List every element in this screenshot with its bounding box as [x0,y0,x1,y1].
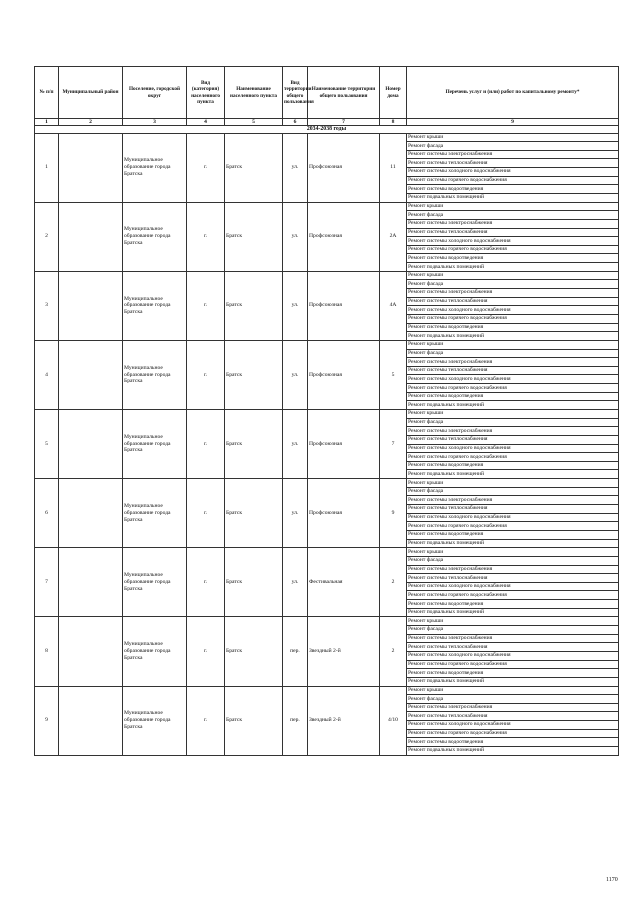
service-item: Ремонт подвальных помещений [407,193,619,202]
service-item: Ремонт системы теплоснабжения [407,643,619,652]
cell-street-kind: ул. [283,548,308,617]
cell-kind: г. [187,548,225,617]
cell-locality: Братск [225,340,283,409]
cell-street: Звездный 2-й [308,617,380,686]
cell-house: 2 [380,548,407,617]
repair-plan-table [34,66,619,756]
header-cell: Перечень услуг и (или) работ по капитальному ремонту* [407,67,619,119]
cell-street-kind: ул. [283,202,308,271]
cell-kind: г. [187,202,225,271]
service-item: Ремонт системы горячего водоснабжения [407,245,619,254]
cell-district [59,271,123,340]
cell-settlement: Муниципальное образование города Братска [123,686,187,755]
table-row [35,686,619,695]
cell-locality: Братск [225,202,283,271]
service-item: Ремонт системы горячего водоснабжения [407,176,619,185]
cell-no: 7 [35,548,59,617]
service-item: Ремонт системы теплоснабжения [407,574,619,583]
cell-district [59,548,123,617]
service-item: Ремонт подвальных помещений [407,263,619,272]
cell-settlement: Муниципальное образование города Братска [123,133,187,202]
service-item: Ремонт системы водоотведения [407,669,619,678]
cell-no: 4 [35,340,59,409]
cell-district [59,202,123,271]
service-item: Ремонт системы холодного водоснабжения [407,513,619,522]
cell-no: 3 [35,271,59,340]
period-row [35,126,619,134]
cell-street: Профсоюзная [308,340,380,409]
service-item: Ремонт системы водоотведения [407,530,619,539]
document-page [34,66,618,756]
service-item: Ремонт подвальных помещений [407,608,619,617]
cell-locality: Братск [225,271,283,340]
header-cell: Вид территории общего пользования [283,67,308,119]
service-item: Ремонт крыши [407,479,619,488]
column-number: 3 [123,119,187,126]
service-item: Ремонт крыши [407,271,619,280]
column-number: 8 [380,119,407,126]
cell-no: 8 [35,617,59,686]
cell-locality: Братск [225,617,283,686]
service-item: Ремонт крыши [407,340,619,349]
header-cell: № п/п [35,67,59,119]
service-item: Ремонт фасада [407,280,619,289]
cell-kind: г. [187,410,225,479]
cell-street-kind: пер. [283,686,308,755]
service-item: Ремонт системы электроснабжения [407,219,619,228]
service-item: Ремонт крыши [407,548,619,557]
service-item: Ремонт системы электроснабжения [407,634,619,643]
service-item: Ремонт крыши [407,617,619,626]
service-item: Ремонт системы горячего водоснабжения [407,660,619,669]
service-item: Ремонт системы водоотведения [407,392,619,401]
service-item: Ремонт подвальных помещений [407,470,619,479]
cell-no: 5 [35,410,59,479]
cell-district [59,479,123,548]
service-item: Ремонт системы электроснабжения [407,703,619,712]
cell-house: 2 [380,617,407,686]
service-item: Ремонт крыши [407,133,619,142]
header-cell: Номер дома [380,67,407,119]
service-item: Ремонт системы электроснабжения [407,358,619,367]
service-item: Ремонт фасада [407,349,619,358]
service-item: Ремонт системы водоотведения [407,600,619,609]
cell-settlement: Муниципальное образование города Братска [123,410,187,479]
cell-district [59,340,123,409]
service-item: Ремонт фасада [407,418,619,427]
service-item: Ремонт системы водоотведения [407,738,619,747]
cell-kind: г. [187,479,225,548]
cell-street-kind: ул. [283,410,308,479]
cell-no: 1 [35,133,59,202]
column-number: 5 [225,119,283,126]
cell-street: Профсоюзная [308,410,380,479]
service-item: Ремонт подвальных помещений [407,401,619,410]
service-item: Ремонт системы водоотведения [407,461,619,470]
cell-house: 4А [380,271,407,340]
cell-settlement: Муниципальное образование города Братска [123,340,187,409]
service-item: Ремонт крыши [407,202,619,211]
cell-street: Фестивальная [308,548,380,617]
cell-district [59,410,123,479]
cell-house: 2А [380,202,407,271]
service-item: Ремонт системы холодного водоснабжения [407,444,619,453]
cell-locality: Братск [225,686,283,755]
cell-district [59,686,123,755]
column-number: 7 [308,119,380,126]
header-cell: Вид (категория) населенного пункта [187,67,225,119]
cell-settlement: Муниципальное образование города Братска [123,479,187,548]
page-number: 1170 [606,877,618,883]
service-item: Ремонт фасада [407,142,619,151]
cell-no: 6 [35,479,59,548]
table-row [35,479,619,488]
cell-street: Звездный 2-й [308,686,380,755]
header-cell: Муниципальный район [59,67,123,119]
service-item: Ремонт системы водоотведения [407,323,619,332]
table-row [35,271,619,280]
cell-street: Профсоюзная [308,133,380,202]
service-item: Ремонт системы водоотведения [407,185,619,194]
table-row [35,202,619,211]
table-row [35,617,619,626]
service-item: Ремонт системы горячего водоснабжения [407,384,619,393]
service-item: Ремонт системы теплоснабжения [407,366,619,375]
service-item: Ремонт подвальных помещений [407,539,619,548]
service-item: Ремонт системы холодного водоснабжения [407,168,619,177]
service-item: Ремонт системы холодного водоснабжения [407,721,619,730]
service-item: Ремонт системы водоотведения [407,254,619,263]
cell-house: 5 [380,340,407,409]
column-number: 6 [283,119,308,126]
cell-street: Профсоюзная [308,479,380,548]
cell-street-kind: ул. [283,133,308,202]
service-item: Ремонт системы теплоснабжения [407,505,619,514]
cell-house: 11 [380,133,407,202]
service-item: Ремонт системы горячего водоснабжения [407,591,619,600]
cell-locality: Братск [225,133,283,202]
cell-kind: г. [187,133,225,202]
header-row [35,67,619,119]
header-cell: Наименование территории общего пользования [308,67,380,119]
service-item: Ремонт системы электроснабжения [407,496,619,505]
cell-kind: г. [187,617,225,686]
service-item: Ремонт подвальных помещений [407,332,619,341]
service-item: Ремонт системы горячего водоснабжения [407,522,619,531]
cell-street: Профсоюзная [308,271,380,340]
service-item: Ремонт системы теплоснабжения [407,712,619,721]
service-item: Ремонт системы горячего водоснабжения [407,729,619,738]
cell-house: 4/10 [380,686,407,755]
cell-settlement: Муниципальное образование города Братска [123,548,187,617]
cell-street-kind: пер. [283,617,308,686]
cell-street: Профсоюзная [308,202,380,271]
cell-street-kind: ул. [283,479,308,548]
table-row [35,410,619,419]
service-item: Ремонт фасада [407,626,619,635]
service-item: Ремонт фасада [407,695,619,704]
table-body [35,133,619,755]
service-item: Ремонт системы холодного водоснабжения [407,651,619,660]
column-number: 9 [407,119,619,126]
service-item: Ремонт системы горячего водоснабжения [407,453,619,462]
cell-district [59,617,123,686]
service-item: Ремонт системы холодного водоснабжения [407,306,619,315]
column-number: 1 [35,119,59,126]
cell-locality: Братск [225,479,283,548]
service-item: Ремонт системы теплоснабжения [407,297,619,306]
service-item: Ремонт подвальных помещений [407,746,619,755]
cell-street-kind: ул. [283,271,308,340]
cell-house: 7 [380,410,407,479]
table-row [35,133,619,142]
service-item: Ремонт системы холодного водоснабжения [407,237,619,246]
service-item: Ремонт крыши [407,410,619,419]
service-item: Ремонт фасада [407,556,619,565]
service-item: Ремонт системы теплоснабжения [407,435,619,444]
service-item: Ремонт системы горячего водоснабжения [407,314,619,323]
header-cell: Наименование населенного пункта [225,67,283,119]
column-number-row [35,119,619,126]
table-row [35,340,619,349]
header-cell: Поселение, городской округ [123,67,187,119]
service-item: Ремонт подвальных помещений [407,677,619,686]
service-item: Ремонт фасада [407,487,619,496]
cell-district [59,133,123,202]
service-item: Ремонт системы электроснабжения [407,150,619,159]
cell-settlement: Муниципальное образование города Братска [123,271,187,340]
cell-locality: Братск [225,410,283,479]
cell-locality: Братск [225,548,283,617]
cell-kind: г. [187,340,225,409]
period-label: 2034-2038 годы [35,126,619,134]
service-item: Ремонт фасада [407,211,619,220]
service-item: Ремонт системы холодного водоснабжения [407,375,619,384]
cell-settlement: Муниципальное образование города Братска [123,617,187,686]
cell-no: 9 [35,686,59,755]
service-item: Ремонт системы электроснабжения [407,427,619,436]
service-item: Ремонт крыши [407,686,619,695]
cell-settlement: Муниципальное образование города Братска [123,202,187,271]
cell-street-kind: ул. [283,340,308,409]
service-item: Ремонт системы холодного водоснабжения [407,582,619,591]
cell-no: 2 [35,202,59,271]
service-item: Ремонт системы теплоснабжения [407,159,619,168]
service-item: Ремонт системы теплоснабжения [407,228,619,237]
cell-kind: г. [187,271,225,340]
service-item: Ремонт системы электроснабжения [407,565,619,574]
column-number: 2 [59,119,123,126]
cell-house: 9 [380,479,407,548]
service-item: Ремонт системы электроснабжения [407,289,619,298]
table-row [35,548,619,557]
cell-kind: г. [187,686,225,755]
column-number: 4 [187,119,225,126]
